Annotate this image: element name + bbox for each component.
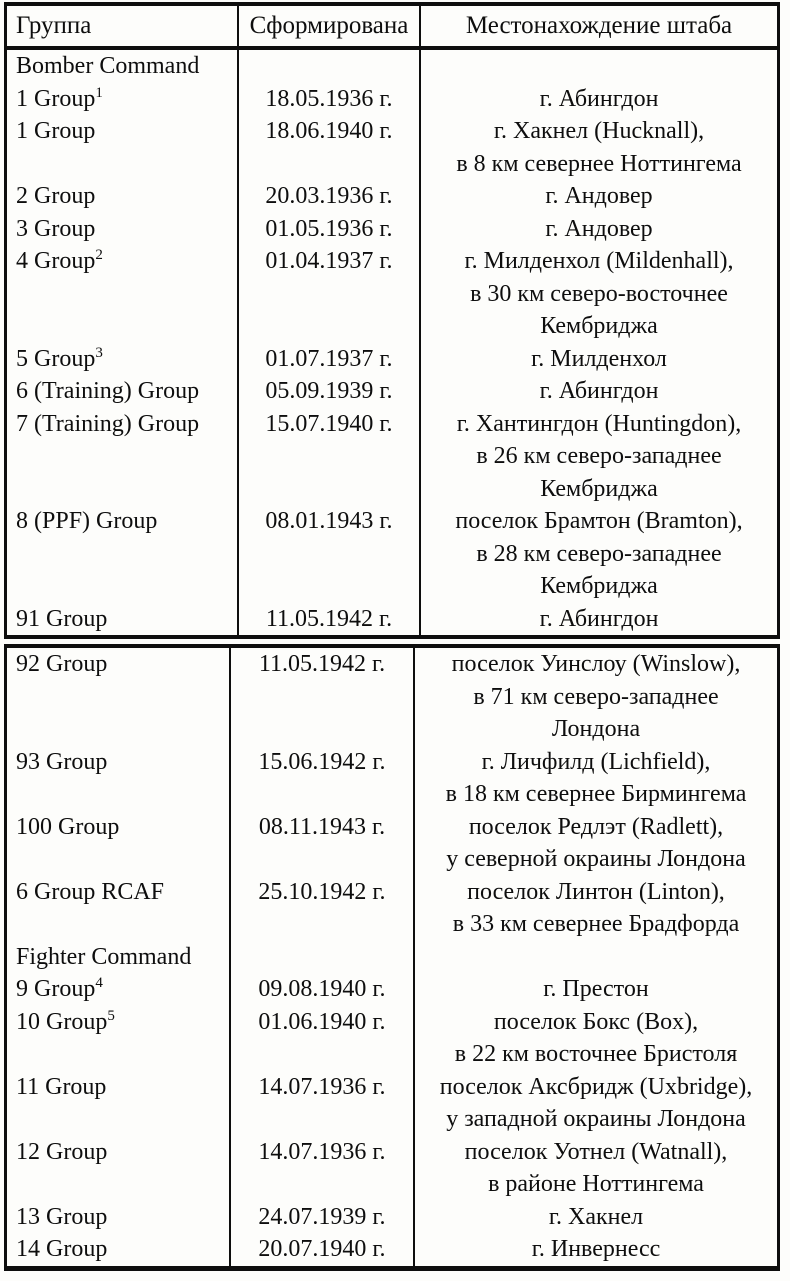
hq-location-line: г. Хакнел (Hucknall), xyxy=(493,118,705,144)
hq-location-line: г. Абингдон xyxy=(539,85,659,112)
group-cell xyxy=(7,603,237,636)
group-name: 92 Group xyxy=(16,651,108,677)
group-cell xyxy=(7,50,237,83)
formed-date: 15.07.1940 г. xyxy=(265,410,393,437)
formed-date: 14.07.1936 г. xyxy=(258,1138,386,1165)
formed-date: 01.07.1937 г. xyxy=(265,345,393,372)
hq-location-line: у северной окраины Лондона xyxy=(446,846,746,872)
hq-location-line: в 18 км севернее Бирмингема xyxy=(445,781,747,807)
hq-location-line: г. Абингдон xyxy=(539,605,659,632)
formed-date-cell xyxy=(237,245,421,343)
group-cell xyxy=(7,746,229,811)
hq-location-cell xyxy=(415,1006,777,1071)
formed-date: 09.08.1940 г. xyxy=(258,976,386,1002)
table-row xyxy=(7,343,777,376)
hq-location-line: в 71 км северо-западнее xyxy=(473,683,719,710)
hq-location-line: г. Хакнел xyxy=(548,1203,644,1230)
hq-location-cell xyxy=(415,973,777,1006)
group-name: 100 Group xyxy=(16,813,120,840)
formed-date: 24.07.1939 г. xyxy=(258,1203,386,1230)
group-cell xyxy=(7,375,237,408)
table-body-1 xyxy=(7,50,777,635)
group-cell xyxy=(7,648,229,746)
hq-location-line: в 30 км северо-восточнее xyxy=(470,280,728,307)
formed-date-cell xyxy=(237,375,421,408)
hq-location-cell xyxy=(421,115,777,180)
group-name: 4 Group xyxy=(16,248,96,274)
hq-location-cell xyxy=(421,83,777,116)
hq-location-cell xyxy=(421,245,777,343)
group-name: 5 Group xyxy=(16,345,96,372)
formed-date: 08.11.1943 г. xyxy=(258,813,386,840)
group-name: 6 (Training) Group xyxy=(16,378,200,404)
table-row xyxy=(7,180,777,213)
formed-date-cell xyxy=(229,746,415,811)
hq-location-line: поселок Бокс (Box), xyxy=(493,1008,699,1035)
table-row xyxy=(7,1136,777,1201)
group-cell xyxy=(7,941,229,974)
table-row xyxy=(7,1201,777,1234)
group-name: Bomber Command xyxy=(16,53,200,79)
hq-location-cell xyxy=(421,603,777,636)
formed-date-cell xyxy=(237,343,421,376)
hq-location-line: г. Милденхол (Mildenhall), xyxy=(464,248,734,274)
group-name: 10 Group xyxy=(16,1008,108,1035)
hq-location-cell xyxy=(415,1071,777,1136)
hq-location-cell xyxy=(421,213,777,246)
hq-location-line: поселок Уотнел (Watnall), xyxy=(464,1138,728,1165)
table-row xyxy=(7,408,777,506)
footnote-marker: 1 xyxy=(95,84,103,101)
group-cell xyxy=(7,180,237,213)
hq-location-cell xyxy=(421,375,777,408)
footnote-marker: 3 xyxy=(95,344,103,361)
table-row xyxy=(7,505,777,603)
hq-location-line: поселок Брамтон (Bramton), xyxy=(455,508,743,534)
hq-location-line: в 28 км северо-западнее xyxy=(476,540,722,567)
hq-location-line: в 22 км восточнее Бристоля xyxy=(454,1041,738,1067)
group-cell xyxy=(7,1006,229,1071)
header-group-column xyxy=(7,6,237,46)
group-cell xyxy=(7,973,229,1006)
formed-date-cell xyxy=(229,1071,415,1136)
formed-date: 01.06.1940 г. xyxy=(258,1008,386,1035)
group-cell xyxy=(7,505,237,603)
formed-date: 15.06.1942 г. xyxy=(258,748,386,775)
formed-date: 25.10.1942 г. xyxy=(258,878,386,905)
hq-location-line: у западной окраины Лондона xyxy=(446,1106,746,1132)
header-formed-label: Сформирована xyxy=(249,12,409,39)
formed-date: 01.04.1937 г. xyxy=(265,248,393,274)
formed-date-cell xyxy=(237,505,421,603)
group-cell xyxy=(7,811,229,876)
hq-location-line: поселок Аксбридж (Uxbridge), xyxy=(439,1073,753,1100)
group-cell xyxy=(7,1233,229,1266)
formed-date: 18.06.1940 г. xyxy=(265,118,393,144)
group-cell xyxy=(7,343,237,376)
group-cell xyxy=(7,1201,229,1234)
formed-date: 08.01.1943 г. xyxy=(265,508,393,534)
hq-location-cell xyxy=(415,1136,777,1201)
table-row xyxy=(7,1071,777,1136)
section-header-row xyxy=(7,941,777,974)
table-row xyxy=(7,245,777,343)
hq-location-line: в районе Ноттингема xyxy=(488,1171,704,1197)
group-name: 8 (PPF) Group xyxy=(16,508,158,534)
table-body-2 xyxy=(7,648,777,1266)
group-name: 7 (Training) Group xyxy=(16,410,200,437)
group-name: 3 Group xyxy=(16,215,96,242)
table-row xyxy=(7,603,777,636)
hq-location-line: поселок Линтон (Linton), xyxy=(467,878,725,905)
group-cell xyxy=(7,115,237,180)
table-part-2 xyxy=(4,644,780,1271)
hq-location-line: Кембриджа xyxy=(540,475,658,502)
footnote-marker: 5 xyxy=(107,1007,115,1024)
formed-date-cell xyxy=(229,876,415,941)
group-name: 1 Group xyxy=(16,85,96,112)
hq-location-line: в 26 км северо-западнее xyxy=(476,443,722,469)
hq-location-cell xyxy=(421,50,777,83)
formed-date-cell xyxy=(237,50,421,83)
group-cell xyxy=(7,213,237,246)
hq-location-cell xyxy=(415,941,777,974)
hq-location-line: Кембриджа xyxy=(540,313,658,339)
formed-date: 20.07.1940 г. xyxy=(258,1236,386,1262)
header-formed-column xyxy=(237,6,421,46)
formed-date: 01.05.1936 г. xyxy=(265,215,393,242)
group-cell xyxy=(7,1136,229,1201)
hq-location-cell xyxy=(415,1201,777,1234)
hq-location-cell xyxy=(415,811,777,876)
formed-date: 11.05.1942 г. xyxy=(258,651,386,677)
group-name: 14 Group xyxy=(16,1236,108,1262)
hq-location-line: г. Андовер xyxy=(545,183,653,209)
hq-location-cell xyxy=(415,1233,777,1266)
table-row xyxy=(7,115,777,180)
header-hq-column xyxy=(421,6,777,46)
table-row xyxy=(7,83,777,116)
group-name: 12 Group xyxy=(16,1138,108,1165)
formed-date: 05.09.1939 г. xyxy=(265,378,393,404)
table-header-row xyxy=(7,6,777,50)
formed-date-cell xyxy=(229,1136,415,1201)
hq-location-line: г. Хантингдон (Huntingdon), xyxy=(456,410,742,437)
hq-location-cell xyxy=(421,343,777,376)
formed-date: 14.07.1936 г. xyxy=(258,1073,386,1100)
formed-date-cell xyxy=(229,1233,415,1266)
table-row xyxy=(7,1233,777,1266)
hq-location-cell xyxy=(421,505,777,603)
table-row xyxy=(7,375,777,408)
group-name: 13 Group xyxy=(16,1203,108,1230)
formed-date-cell xyxy=(237,83,421,116)
formed-date-cell xyxy=(229,811,415,876)
hq-location-line: г. Инвернесс xyxy=(531,1236,661,1262)
hq-location-line: в 33 км севернее Брадфорда xyxy=(452,911,740,937)
formed-date-cell xyxy=(237,180,421,213)
hq-location-line: поселок Уинслоу (Winslow), xyxy=(451,651,741,677)
footnote-marker: 4 xyxy=(95,975,103,991)
table-row xyxy=(7,973,777,1006)
formed-date-cell xyxy=(237,213,421,246)
header-hq-label: Местонахождение штаба xyxy=(465,12,733,39)
formed-date-cell xyxy=(237,603,421,636)
table-row xyxy=(7,648,777,746)
hq-location-cell xyxy=(415,648,777,746)
header-group-label: Группа xyxy=(16,12,92,39)
footnote-marker: 2 xyxy=(95,247,103,263)
hq-location-cell xyxy=(415,746,777,811)
group-cell xyxy=(7,245,237,343)
hq-location-line: г. Андовер xyxy=(545,215,653,242)
formed-date-cell xyxy=(237,408,421,506)
hq-location-line: г. Престон xyxy=(543,976,649,1002)
hq-location-line: г. Милденхол xyxy=(531,345,667,372)
table-row xyxy=(7,213,777,246)
table-row xyxy=(7,1006,777,1071)
hq-location-cell xyxy=(421,180,777,213)
formed-date-cell xyxy=(229,1201,415,1234)
hq-location-line: Лондона xyxy=(551,716,641,742)
table-part-1 xyxy=(4,2,780,639)
formed-date: 18.05.1936 г. xyxy=(265,85,393,112)
formed-date-cell xyxy=(229,941,415,974)
hq-location-line: Кембриджа xyxy=(540,573,658,599)
formed-date: 11.05.1942 г. xyxy=(265,605,393,632)
group-name: 9 Group xyxy=(16,976,96,1002)
formed-date-cell xyxy=(237,115,421,180)
formed-date: 20.03.1936 г. xyxy=(265,183,393,209)
group-cell xyxy=(7,1071,229,1136)
hq-location-line: поселок Редлэт (Radlett), xyxy=(468,813,724,840)
group-cell xyxy=(7,83,237,116)
formed-date-cell xyxy=(229,648,415,746)
table-row xyxy=(7,876,777,941)
hq-location-line: г. Абингдон xyxy=(539,378,659,404)
formed-date-cell xyxy=(229,973,415,1006)
section-header-row xyxy=(7,50,777,83)
group-name: 11 Group xyxy=(16,1073,107,1100)
group-name: 1 Group xyxy=(16,118,96,144)
hq-location-cell xyxy=(421,408,777,506)
formed-date-cell xyxy=(229,1006,415,1071)
hq-location-line: г. Личфилд (Lichfield), xyxy=(481,748,711,775)
group-name: 93 Group xyxy=(16,748,108,775)
hq-location-line: в 8 км севернее Ноттингема xyxy=(456,150,742,177)
hq-location-cell xyxy=(415,876,777,941)
group-cell xyxy=(7,408,237,506)
group-name: 6 Group RCAF xyxy=(16,878,165,905)
group-cell xyxy=(7,876,229,941)
table-row xyxy=(7,746,777,811)
group-name: 2 Group xyxy=(16,183,96,209)
group-name: 91 Group xyxy=(16,605,108,632)
group-name: Fighter Command xyxy=(16,943,192,970)
table-row xyxy=(7,811,777,876)
